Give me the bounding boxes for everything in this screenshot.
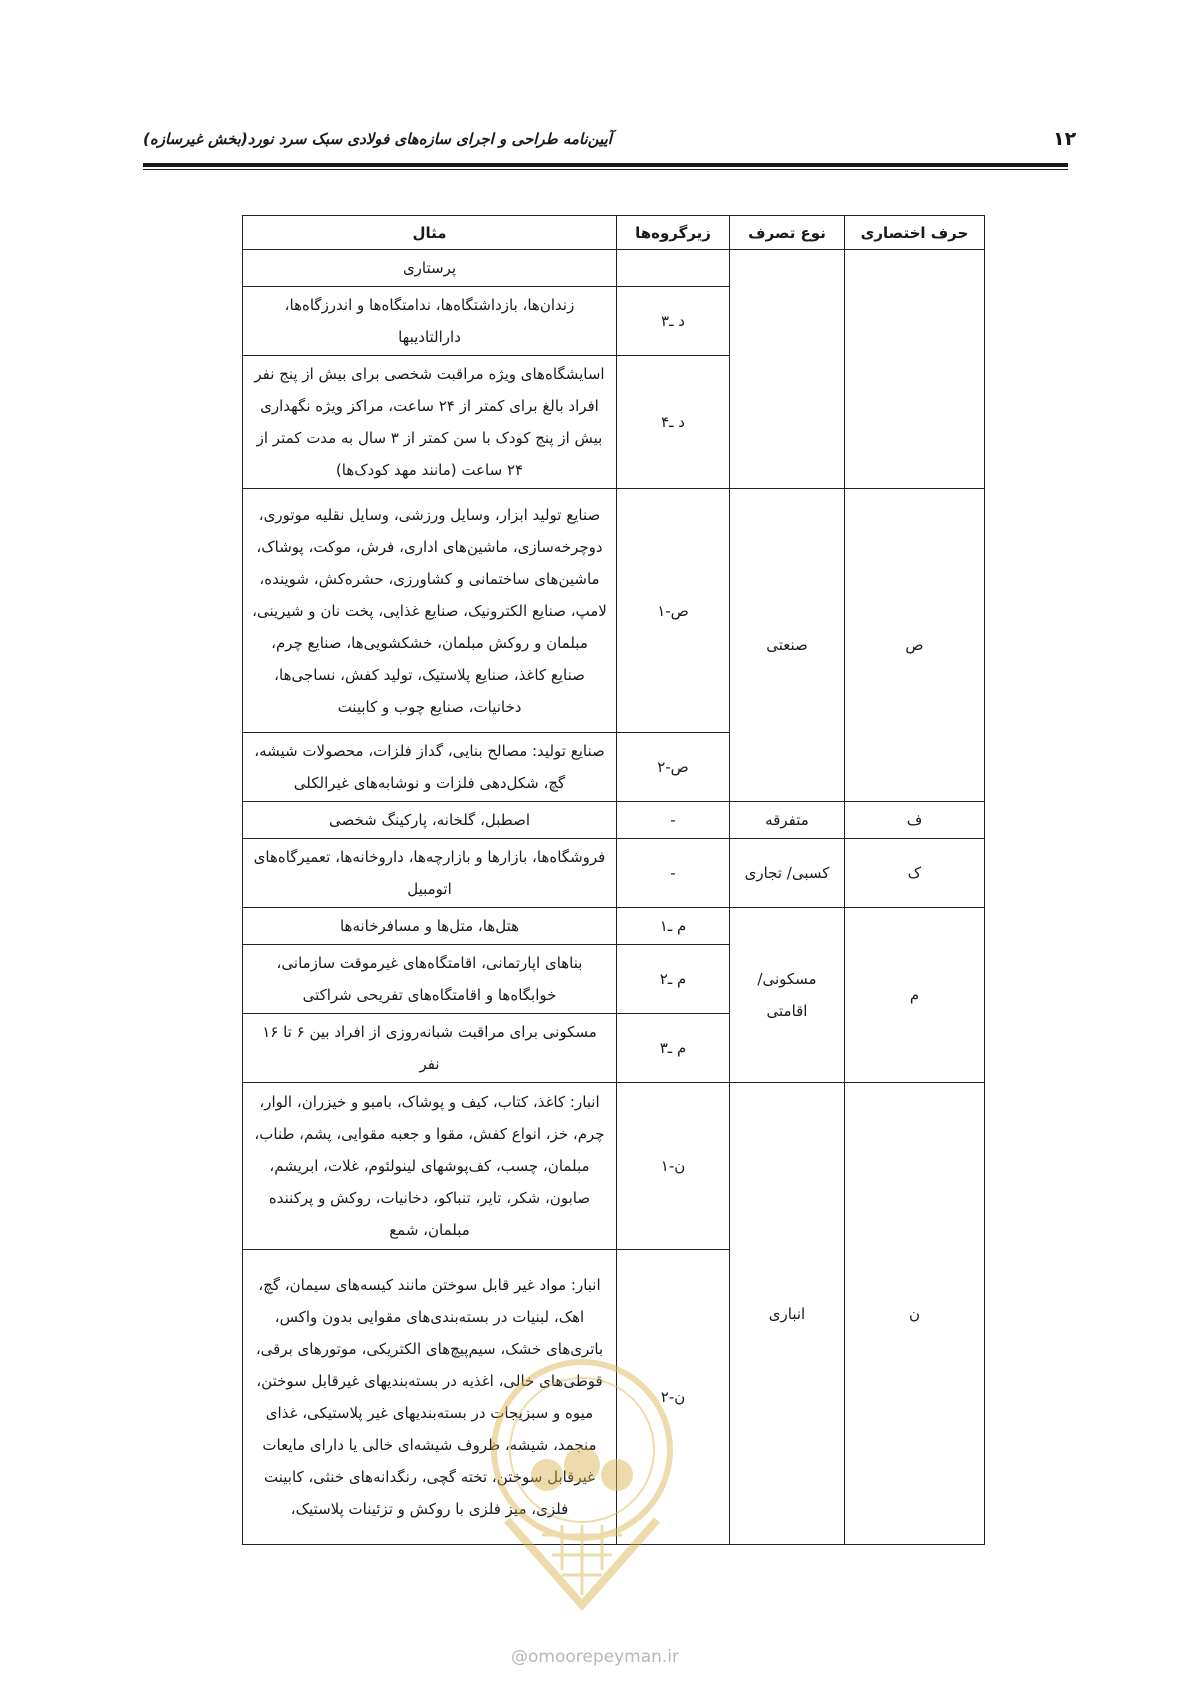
- page-header: [143, 128, 1077, 150]
- subgroup-cell: م ـ۱: [617, 908, 730, 945]
- type-cell: [730, 250, 845, 489]
- example-cell: صنایع تولید ابزار، وسایل ورزشی، وسایل نقلیه موتوری، دوچرخه‌سازی، ماشین‌های اداری، فرش، موکت، پوشاک، ماشین‌های ساختمانی و کشاورزی، حشره‌کش، شوینده، لامپ، صنایع الکترونیک، صنایع غذایی، پخت نان و شیرینی، مبلمان و روکش مبلمان، خشکشویی‌ها، صنایع چرم، صنایع کاغذ، صنایع پلاستیک، تولید کفش، نساجی‌ها، دخانیات، صنایع چوب و کابینت: [243, 489, 617, 733]
- gear-icon: [531, 1447, 633, 1491]
- example-cell: اسایشگاه‌های ویژه مراقبت شخصی برای بیش از پنج نفر افراد بالغ برای کمتر از ۲۴ ساعت، مراکز ویژه نگهداری بیش از پنج کودک با سن کمتر از ۳ سال به مدت کمتر از ۲۴ ساعت (مانند مهد کودک‌ها): [243, 356, 617, 489]
- subgroup-cell: م ـ۲: [617, 945, 730, 1014]
- table-row: [243, 1083, 985, 1250]
- example-cell: بناهای اپارتمانی، اقامتگاه‌های غیرموقت سازمانی، خوابگاه‌ها و اقامتگاه‌های تفریحی شراکتی: [243, 945, 617, 1014]
- watermark-credit: @omoorepeyman.ir: [510, 1647, 680, 1667]
- table-row: [243, 802, 985, 839]
- table-row: [243, 250, 985, 287]
- abbr-cell: ن: [845, 1083, 985, 1545]
- col-header-abbreviation: حرف اختصاری: [845, 216, 985, 250]
- example-cell: اصطبل، گلخانه، پارکینگ شخصی: [243, 802, 617, 839]
- example-cell: صنایع تولید: مصالح بنایی، گداز فلزات، محصولات شیشه، گچ، شکل‌دهی فلزات و نوشابه‌های غیرالکلی: [243, 733, 617, 802]
- type-cell: متفرقه: [730, 802, 845, 839]
- header-rule-thin: [143, 169, 1068, 170]
- page-number: ۱۲: [1053, 128, 1077, 150]
- example-cell: فروشگاه‌ها، بازارها و بازارچه‌ها، داروخانه‌ها، تعمیرگاه‌های اتومبیل: [243, 839, 617, 908]
- table-row: [243, 489, 985, 733]
- subgroup-cell: -: [617, 802, 730, 839]
- subgroup-cell: ص-۲: [617, 733, 730, 802]
- type-cell: کسبی/ تجاری: [730, 839, 845, 908]
- table-row: [243, 908, 985, 945]
- abbr-cell: [845, 250, 985, 489]
- abbr-cell: ک: [845, 839, 985, 908]
- example-cell: انبار: کاغذ، کتاب، کیف و پوشاک، بامبو و خیزران، الوار، چرم، خز، انواع کفش، مقوا و جعبه مقوایی، پشم، طناب، مبلمان، چسب، کف‌پوشهای لینولئوم، غلات، ابریشم، صابون، شکر، تایر، تنباکو، دخانیات، روکش و پرکننده مبلمان، شمع: [243, 1083, 617, 1250]
- col-header-occupancy-type: نوع تصرف: [730, 216, 845, 250]
- subgroup-cell: م ـ۳: [617, 1014, 730, 1083]
- header-title: آیین‌نامه طراحی و اجرای سازه‌های فولادی سبک سرد نورد(بخش غیرسازه): [143, 130, 612, 148]
- example-cell: زندان‌ها، بازداشتگاه‌ها، ندامتگاه‌ها و اندرزگاه‌ها، دارالتادیبها: [243, 287, 617, 356]
- subgroup-cell: د ـ۴: [617, 356, 730, 489]
- occupancy-table: [242, 215, 985, 1545]
- abbr-cell: ف: [845, 802, 985, 839]
- abbr-cell: م: [845, 908, 985, 1083]
- type-cell: صنعتی: [730, 489, 845, 802]
- subgroup-cell: [617, 250, 730, 287]
- subgroup-cell: د ـ۳: [617, 287, 730, 356]
- example-cell: انبار: مواد غیر قابل سوختن مانند کیسه‌های سیمان، گچ، اهک، لبنیات در بسته‌بندی‌های مقوایی بدون واکس، باتری‌های خشک، سیم‌پیچ‌های الکتریکی، موتورهای برقی، قوطی‌های خالی، اغذیه در بسته‌بندیهای غیرقابل سوختن، میوه و سبزیجات در بسته‌بندیهای غیر پلاستیکی، غذای منجمد، شیشه، ظروف شیشه‌ای خالی یا دارای مایعات غیرقابل سوختن، تخته گچی، رنگدانه‌های خنثی، کابینت فلزی، میز فلزی با روکش و تزئینات پلاستیک،: [243, 1250, 617, 1545]
- table-header-row: [243, 216, 985, 250]
- example-cell: مسکونی برای مراقبت شبانه‌روزی از افراد بین ۶ تا ۱۶ نفر: [243, 1014, 617, 1083]
- subgroup-cell: ن-۱: [617, 1083, 730, 1250]
- subgroup-cell: -: [617, 839, 730, 908]
- watermark-stamp: [487, 1355, 677, 1635]
- example-cell: پرستاری: [243, 250, 617, 287]
- col-header-subgroups: زیرگروه‌ها: [617, 216, 730, 250]
- subgroup-cell: ن-۲: [617, 1250, 730, 1545]
- example-cell: هتل‌ها، متل‌ها و مسافرخانه‌ها: [243, 908, 617, 945]
- type-cell: انباری: [730, 1083, 845, 1545]
- col-header-example: مثال: [243, 216, 617, 250]
- type-cell: مسکونی/ اقامتی: [730, 908, 845, 1083]
- header-rule: [143, 163, 1068, 167]
- abbr-cell: ص: [845, 489, 985, 802]
- subgroup-cell: ص-۱: [617, 489, 730, 733]
- table-row: [243, 839, 985, 908]
